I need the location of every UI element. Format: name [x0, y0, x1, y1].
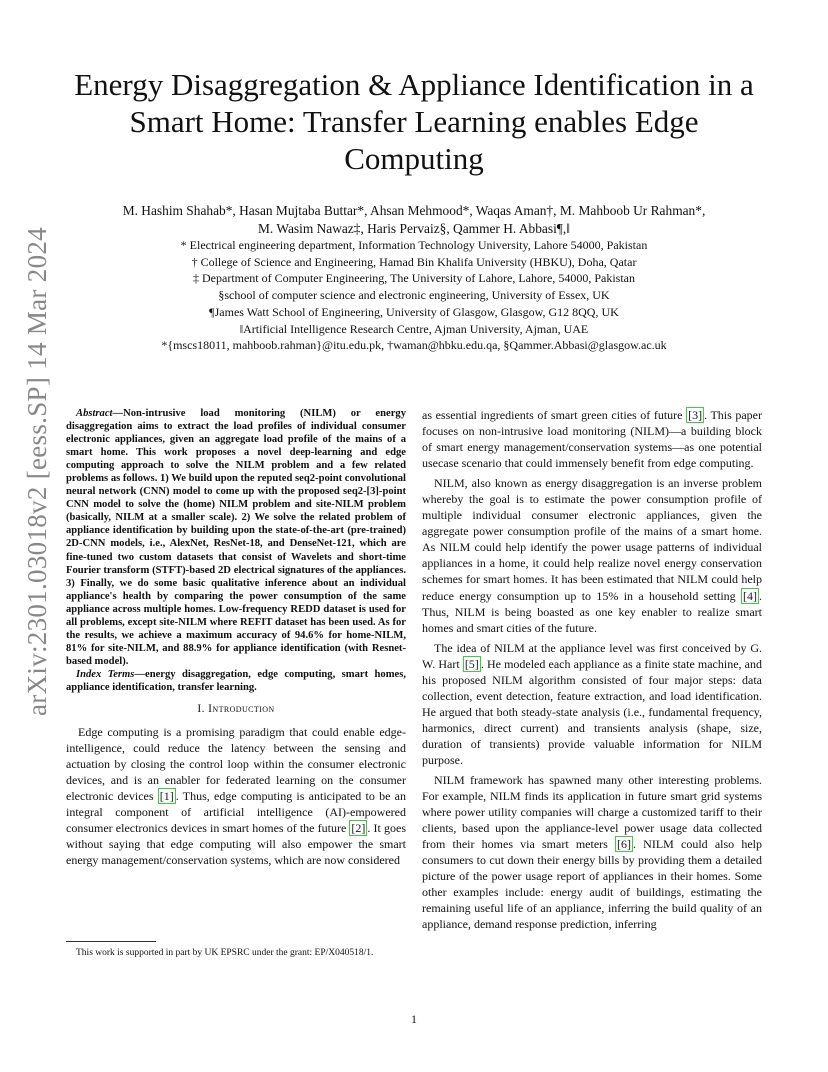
index-terms: [66, 668, 406, 694]
affiliation-itu: * Electrical engineering department, Information Technology University, Lahore 54000, Pakistan: [180, 238, 648, 252]
citation-link[interactable]: [1]: [159, 789, 174, 804]
citation-link[interactable]: [3]: [688, 408, 703, 422]
abstract-text: —Non-intrusive load monitoring (NILM) or energy disaggregation aims to extract the load profiles of individual consumer electronic appliances, given an aggregate load profile of the mains of a smart home. This work proposes a novel deep-learning and edge computing approach to solve the NILM problem and a few related problems as follows. 1) We build upon the reputed seq2-point convolutional neural network (CNN) model to come up with the proposed seq2-[3]-point CNN model to solve the (home) NILM problem and site-NILM problem (basically, NILM at a smaller scale). 2) We solve the related problem of appliance identification by building upon the state-of-the-art (pre-trained) 2D-CNN models, i.e., AlexNet, ResNet-18, and DenseNet-121, which are fine-tuned two custom datasets that consist of Wavelets and short-time Fourier transform (STFT)-based 2D electrical signatures of the appliances. 3) Finally, we do some basic qualitative inference about an individual appliance's health by comparing the power consumption of the same appliance across multiple homes. Low-frequency REDD dataset is used for all problems, except site-NILM where REFIT dataset has been used. As for the results, we achieve a maximum accuracy of 94.6% for home-NILM, 81% for site-NILM, and 88.9% for appliance identification (with Resnet-based model).: [66, 408, 406, 667]
intro-text-2: . Thus, edge computing is anticipated to be an integral component of artificial intelligence (AI)-empowered consumer electronics devices in smart homes of the future: [66, 789, 406, 836]
citation-link[interactable]: [4]: [743, 588, 757, 603]
right-text: . This paper focuses on non-intrusive load monitoring (NILM)—a building block of smart energy management/conservation systems—as one potential usecase scenario that could immensely benefit from edge computing.: [422, 408, 763, 471]
right-text: . Thus, NILM is being boasted as one key enabler to realize smart homes and smart cities of the future.: [422, 588, 762, 635]
index-terms-label: Index Terms: [76, 668, 135, 680]
author-emails: *{mscs18011, mahboob.rahman}@itu.edu.pk, †waman@hbku.edu.qa, §Qammer.Abbasi@glasgow.ac.uk: [161, 338, 667, 353]
affiliation-glasgow: ¶James Watt School of Engineering, University of Glasgow, Glasgow, G12 8QQ, UK: [209, 304, 619, 319]
citation-link[interactable]: [2]: [351, 821, 366, 836]
intro-text-3: . It goes without saying that edge computing will also empower the smart energy management/conservation systems, which are now considered: [66, 821, 406, 868]
right-text: as essential ingredients of smart green cities of future: [422, 408, 687, 422]
affiliation-essex: §school of computer science and electronic engineering, University of Essex, UK: [218, 288, 610, 303]
footnote-rule: [66, 941, 156, 942]
section-heading-introduction: I. Introduction: [197, 703, 275, 716]
citation-link[interactable]: [5]: [464, 656, 479, 671]
page-number: 1: [411, 1012, 417, 1026]
paper-title: Energy Disaggregation & Appliance Identification in a Smart Home: Transfer Learning enables Edge Computing: [74, 67, 754, 176]
affiliation-ajman: ‖Artificial Intelligence Research Centre, Ajman University, Ajman, UAE: [239, 321, 589, 336]
right-paragraph-2: [422, 475, 762, 635]
right-paragraph-1: [422, 407, 762, 471]
right-text: . He modeled each appliance as a finite state machine, and his proposed NILM algorithm consisted of four major steps: data collection, event detection, feature extraction, and load identification. He argued that both steady-state analysis (i.e., fundamental frequency, harmonics, direct current) and transients analysis (shape, size, duration of transients) provide valuable information for NILM purpose.: [422, 656, 763, 767]
right-paragraph-3: [422, 640, 762, 768]
right-text: NILM framework has spawned many other interesting problems. For example, NILM finds its application in future smart grid systems where power utility companies will charge a customized tariff to their clients, based upon the appliance-level power usage data collected from their homes via smart meters: [422, 773, 762, 852]
right-text: The idea of NILM at the appliance level was first conceived by G. W. Hart: [422, 640, 762, 671]
abstract: [66, 407, 406, 668]
author-line-2: M. Wasim Nawaz‡, Haris Pervaiz§, Qammer H. Abbasi¶,‖: [258, 221, 570, 236]
affiliation-hbku: † College of Science and Engineering, Hamad Bin Khalifa University (HBKU), Doha, Qatar: [191, 254, 637, 269]
right-text: NILM, also known as energy disaggregation is an inverse problem whereby the goal is to estimate the power consumption profile of multiple individual consumer electronic appliances, given the aggregate power consumption profile of the mains of a smart home. As NILM could help identify the power usage patterns of individual appliances in a home, it could help realize novel energy conservation schemes for smart homes. It has been estimated that NILM could help reduce energy consumption up to 15% in a household setting: [422, 476, 762, 603]
abstract-label: Abstract: [76, 408, 113, 419]
right-paragraph-4: [422, 772, 762, 932]
intro-text-1: Edge computing is a promising paradigm that could enable edge-intelligence, could reduce the latency between the sensing and actuation by closing the control loop within the consumer electronic devices, and is an enabler for federated learning on the consumer electronic devices: [66, 725, 406, 804]
index-terms-text: —energy disaggregation, edge computing, smart homes, appliance identification, transfer learning.: [66, 668, 407, 693]
author-line-1: M. Hashim Shahab*, Hasan Mujtaba Buttar*, Ahsan Mehmood*, Waqas Aman†, M. Mahboob Ur Rahman*,: [122, 203, 706, 218]
citation-link[interactable]: [6]: [617, 837, 631, 852]
right-text: . NILM could also help consumers to cut down their energy bills by providing them a detailed picture of the power usage report of appliances in their homes. Some other examples include: energy audit of buildings, estimating the remaining useful life of an appliance, inferring the build quality of an appliance, demand response prediction, inferring: [422, 837, 763, 932]
funding-footnote: This work is supported in part by UK EPSRC under the grant: EP/X040518/1.: [76, 948, 374, 958]
author-list: [70, 202, 758, 238]
right-column: [422, 407, 762, 937]
intro-paragraph: [66, 724, 406, 868]
affiliation-list: [70, 237, 758, 354]
affiliation-lahore: ‡ Department of Computer Engineering, The University of Lahore, Lahore, 54000, Pakistan: [193, 271, 635, 286]
left-column: [66, 407, 406, 868]
arxiv-identifier-stamp: [17, 226, 57, 716]
arxiv-identifier-text: arXiv:2301.03018v2 [eess.SP] 14 Mar 2024: [21, 226, 52, 716]
